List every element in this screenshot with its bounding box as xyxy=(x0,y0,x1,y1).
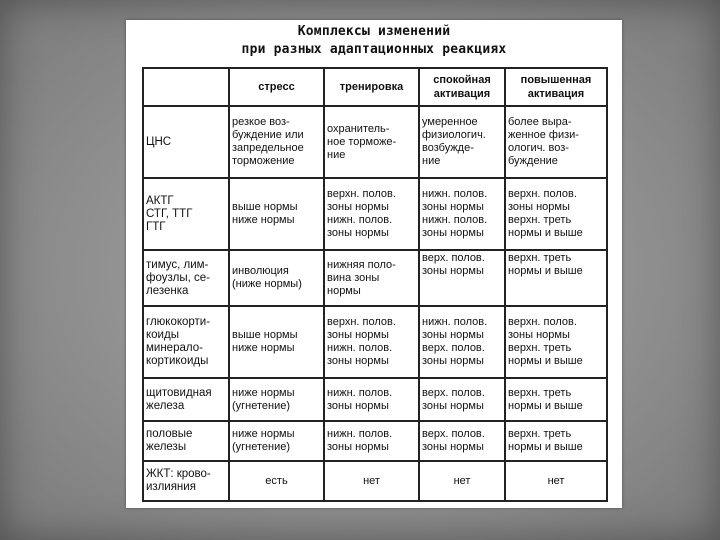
table-cell: верхн. треть нормы и выше xyxy=(505,421,607,461)
header-cell-training: тренировка xyxy=(324,68,419,106)
row-label-gonads: половые железы xyxy=(143,421,229,461)
table-row xyxy=(143,306,607,378)
table-cell: ниже нормы (угнетение) xyxy=(229,421,324,461)
table-cell: ниже нормы (угнетение) xyxy=(229,378,324,421)
table-cell: выше нормы ниже нормы xyxy=(229,306,324,378)
title-line-1: Комплексы изменений xyxy=(297,24,451,39)
table-row xyxy=(143,461,607,501)
table-cell: нижняя поло- вина зоны нормы xyxy=(324,250,419,306)
table-header-row xyxy=(143,68,607,106)
table-cell: нижн. полов. зоны нормы xyxy=(324,421,419,461)
row-label-thymus: тимус, лим- фоузлы, се- лезенка xyxy=(143,250,229,306)
table-cell: есть xyxy=(229,461,324,501)
row-label-cns: ЦНС xyxy=(143,106,229,178)
table-cell: верх. полов. зоны нормы xyxy=(419,250,505,306)
title-line-2: при разных адаптационных реакциях xyxy=(241,42,507,57)
slide-page xyxy=(126,20,622,508)
table-cell: нет xyxy=(324,461,419,501)
row-label-corticoids: глюкокорти- коиды минерало- кортикоиды xyxy=(143,306,229,378)
adaptation-table xyxy=(142,67,608,502)
table-cell: верх. полов. зоны нормы xyxy=(419,378,505,421)
table-cell: нижн. полов. зоны нормы нижн. полов. зоны нормы xyxy=(419,178,505,250)
header-cell-empty xyxy=(143,68,229,106)
table-cell: верхн. треть нормы и выше xyxy=(505,250,607,306)
table-cell: более выра- женное физи- ологич. воз- буждение xyxy=(505,106,607,178)
table-cell: нижн. полов. зоны нормы xyxy=(324,378,419,421)
table-row xyxy=(143,378,607,421)
table-row xyxy=(143,178,607,250)
table-cell: верхн. полов. зоны нормы нижн. полов. зоны нормы xyxy=(324,178,419,250)
table-cell: нет xyxy=(505,461,607,501)
header-cell-high-activation: повышенная активация xyxy=(505,68,607,106)
table-row xyxy=(143,106,607,178)
row-label-thyroid: щитовидная железа xyxy=(143,378,229,421)
table-cell: выше нормы ниже нормы xyxy=(229,178,324,250)
table-cell: верхн. полов. зоны нормы верхн. треть нормы и выше xyxy=(505,306,607,378)
table-cell: верхн. полов. зоны нормы нижн. полов. зоны нормы xyxy=(324,306,419,378)
table-cell: нижн. полов. зоны нормы верх. полов. зоны нормы xyxy=(419,306,505,378)
row-label-git: ЖКТ: крово- излияния xyxy=(143,461,229,501)
table-cell: умеренное физиологич. возбужде- ние xyxy=(419,106,505,178)
table-cell: верхн. полов. зоны нормы верхн. треть нормы и выше xyxy=(505,178,607,250)
table-row xyxy=(143,250,607,306)
table-cell: резкое воз- буждение или запредельное торможение xyxy=(229,106,324,178)
table-cell: верх. полов. зоны нормы xyxy=(419,421,505,461)
row-label-hormones: АКТГ СТГ, ТТГ ГТГ xyxy=(143,178,229,250)
header-cell-calm-activation: спокойная активация xyxy=(419,68,505,106)
header-cell-stress: стресс xyxy=(229,68,324,106)
table-row xyxy=(143,421,607,461)
table-cell: нет xyxy=(419,461,505,501)
table-cell: верхн. треть нормы и выше xyxy=(505,378,607,421)
table-cell: инволюция (ниже нормы) xyxy=(229,250,324,306)
table-cell: охранитель- ное торможе- ние xyxy=(324,106,419,178)
